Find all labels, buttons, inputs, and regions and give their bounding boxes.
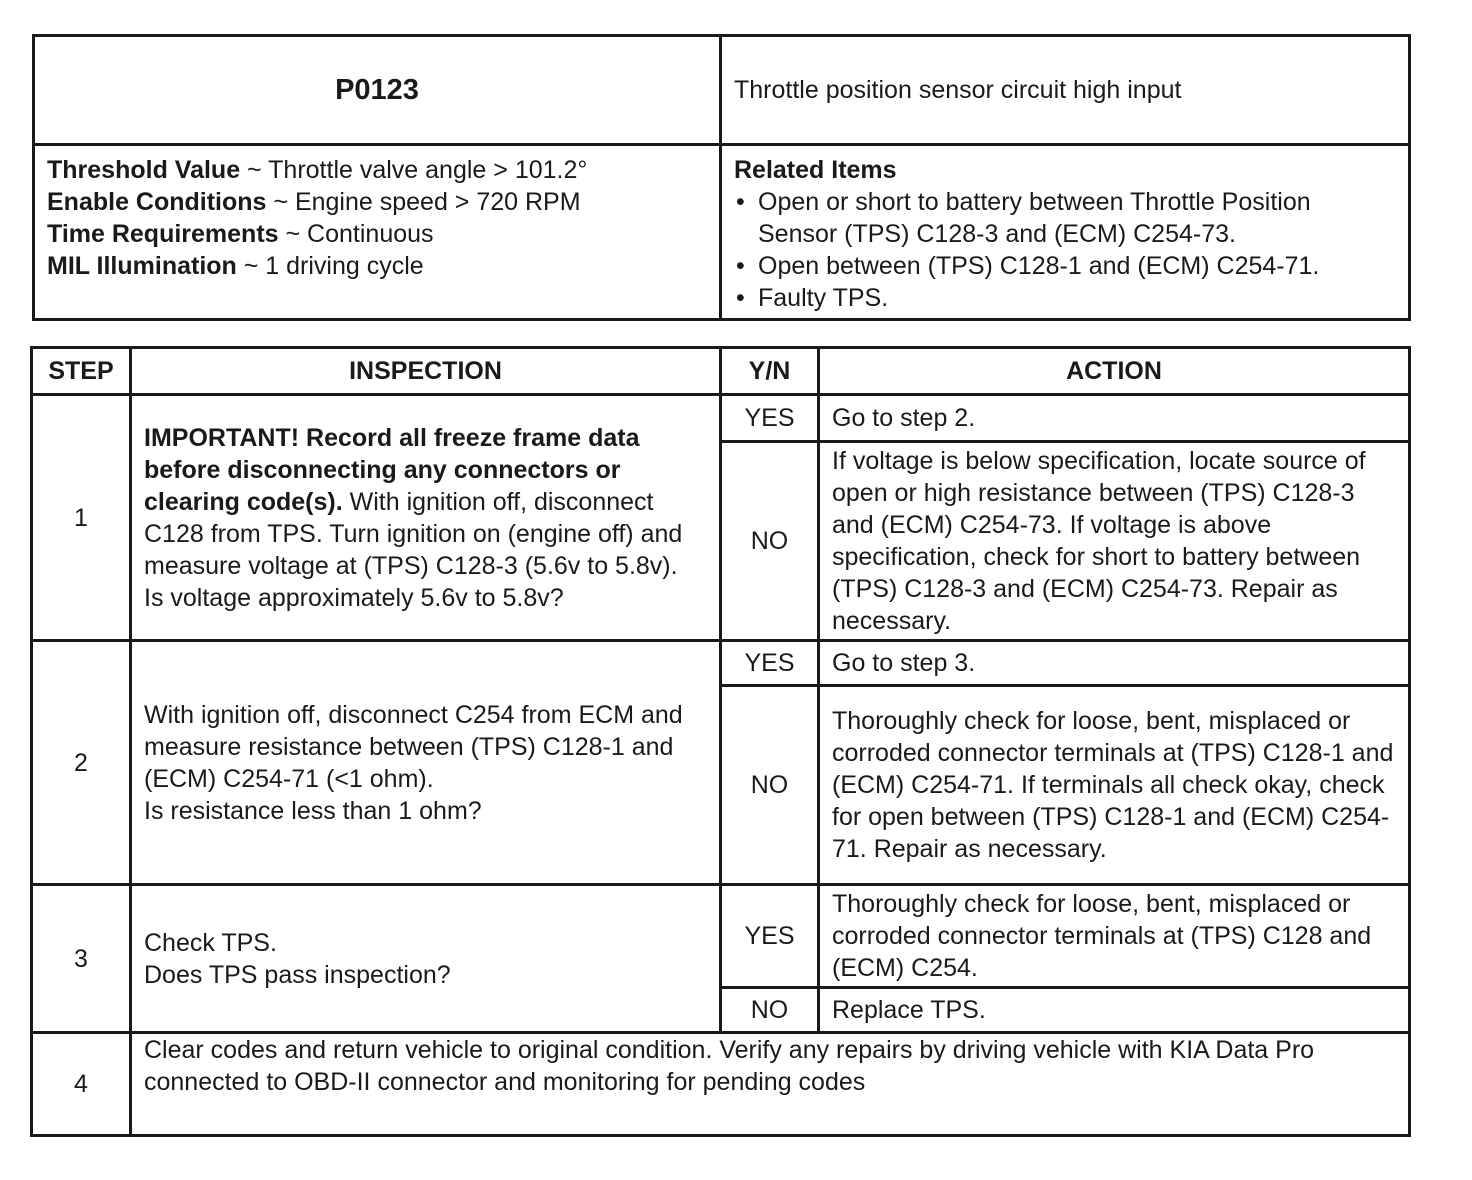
final-step-text: Clear codes and return vehicle to original condition. Verify any repairs by driving vehicle with KIA Data Pro connected to OBD-II connector and monitoring for pending codes [131,1033,1410,1136]
column-header-inspection: INSPECTION [131,348,721,395]
related-items-list [734,186,1396,314]
inspection-text: With ignition off, disconnect C128 from TPS. Turn ignition on (engine off) and measure voltage at (TPS) C128-3 (5.6v to 5.8v). [144,487,683,580]
yes-action: Go to step 2. [819,395,1410,442]
yes-label: YES [721,395,819,442]
step-3-yes-row [32,885,1410,988]
threshold-value-line: Threshold Value ~ Throttle valve angle > 101.2° [47,156,588,184]
no-action: Replace TPS. [819,988,1410,1033]
enable-conditions-line: Enable Conditions ~ Engine speed > 720 RPM [47,188,581,216]
step-number: 2 [32,641,131,885]
related-item: • Open or short to battery between Throttle Position Sensor (TPS) C128-3 and (ECM) C254-73. [734,186,1396,250]
time-requirements-line: Time Requirements ~ Continuous [47,220,434,248]
dtc-conditions [34,145,721,320]
column-header-action: ACTION [819,348,1410,395]
dtc-description: Throttle position sensor circuit high input [721,36,1410,145]
related-item: • Open between (TPS) C128-1 and (ECM) C254-71. [734,250,1396,282]
step-2-yes-row [32,641,1410,686]
yes-action: Thoroughly check for loose, bent, misplaced or corroded connector terminals at (TPS) C128 and (ECM) C254. [819,885,1410,988]
no-action: If voltage is below specification, locate source of open or high resistance between (TPS) C128-3 and (ECM) C254-73. If voltage is above specification, check for short to battery between (TPS) C128-3 and (ECM) C254-73. Repair as necessary. [819,442,1410,641]
step-1-yes-row [32,395,1410,442]
step-inspection [131,641,721,885]
column-header-yn: Y/N [721,348,819,395]
important-note: IMPORTANT! Record all freeze frame data before disconnecting any connectors or clearing code(s). [144,423,640,516]
dtc-header-table [32,34,1411,321]
inspection-question: Is voltage approximately 5.6v to 5.8v? [144,583,564,612]
yes-label: YES [721,885,819,988]
yes-label: YES [721,641,819,686]
step-number: 3 [32,885,131,1033]
step-inspection [131,395,721,641]
no-label: NO [721,988,819,1033]
related-item: • Faulty TPS. [734,282,1396,314]
no-label: NO [721,442,819,641]
related-items [721,145,1410,320]
inspection-text: With ignition off, disconnect C254 from ECM and measure resistance between (TPS) C128-1 and (ECM) C254-71 (<1 ohm). [144,700,683,793]
step-4-row [32,1033,1410,1136]
step-number: 1 [32,395,131,641]
step-inspection [131,885,721,1033]
inspection-text: Check TPS. [144,928,277,957]
diagnostic-steps-table [30,346,1411,1137]
column-header-step: STEP [32,348,131,395]
dtc-code: P0123 [34,36,721,145]
no-action: Thoroughly check for loose, bent, misplaced or corroded connector terminals at (TPS) C128-1 and (ECM) C254-71. If terminals all check okay, check for open between (TPS) C128-1 and (ECM) C254-71. Repair as necessary. [819,686,1410,885]
related-items-title: Related Items [734,156,897,184]
inspection-question: Does TPS pass inspection? [144,960,451,989]
table-header-row [32,348,1410,395]
inspection-question: Is resistance less than 1 ohm? [144,796,482,825]
no-label: NO [721,686,819,885]
step-number: 4 [32,1033,131,1136]
mil-illumination-line: MIL Illumination ~ 1 driving cycle [47,252,424,280]
yes-action: Go to step 3. [819,641,1410,686]
